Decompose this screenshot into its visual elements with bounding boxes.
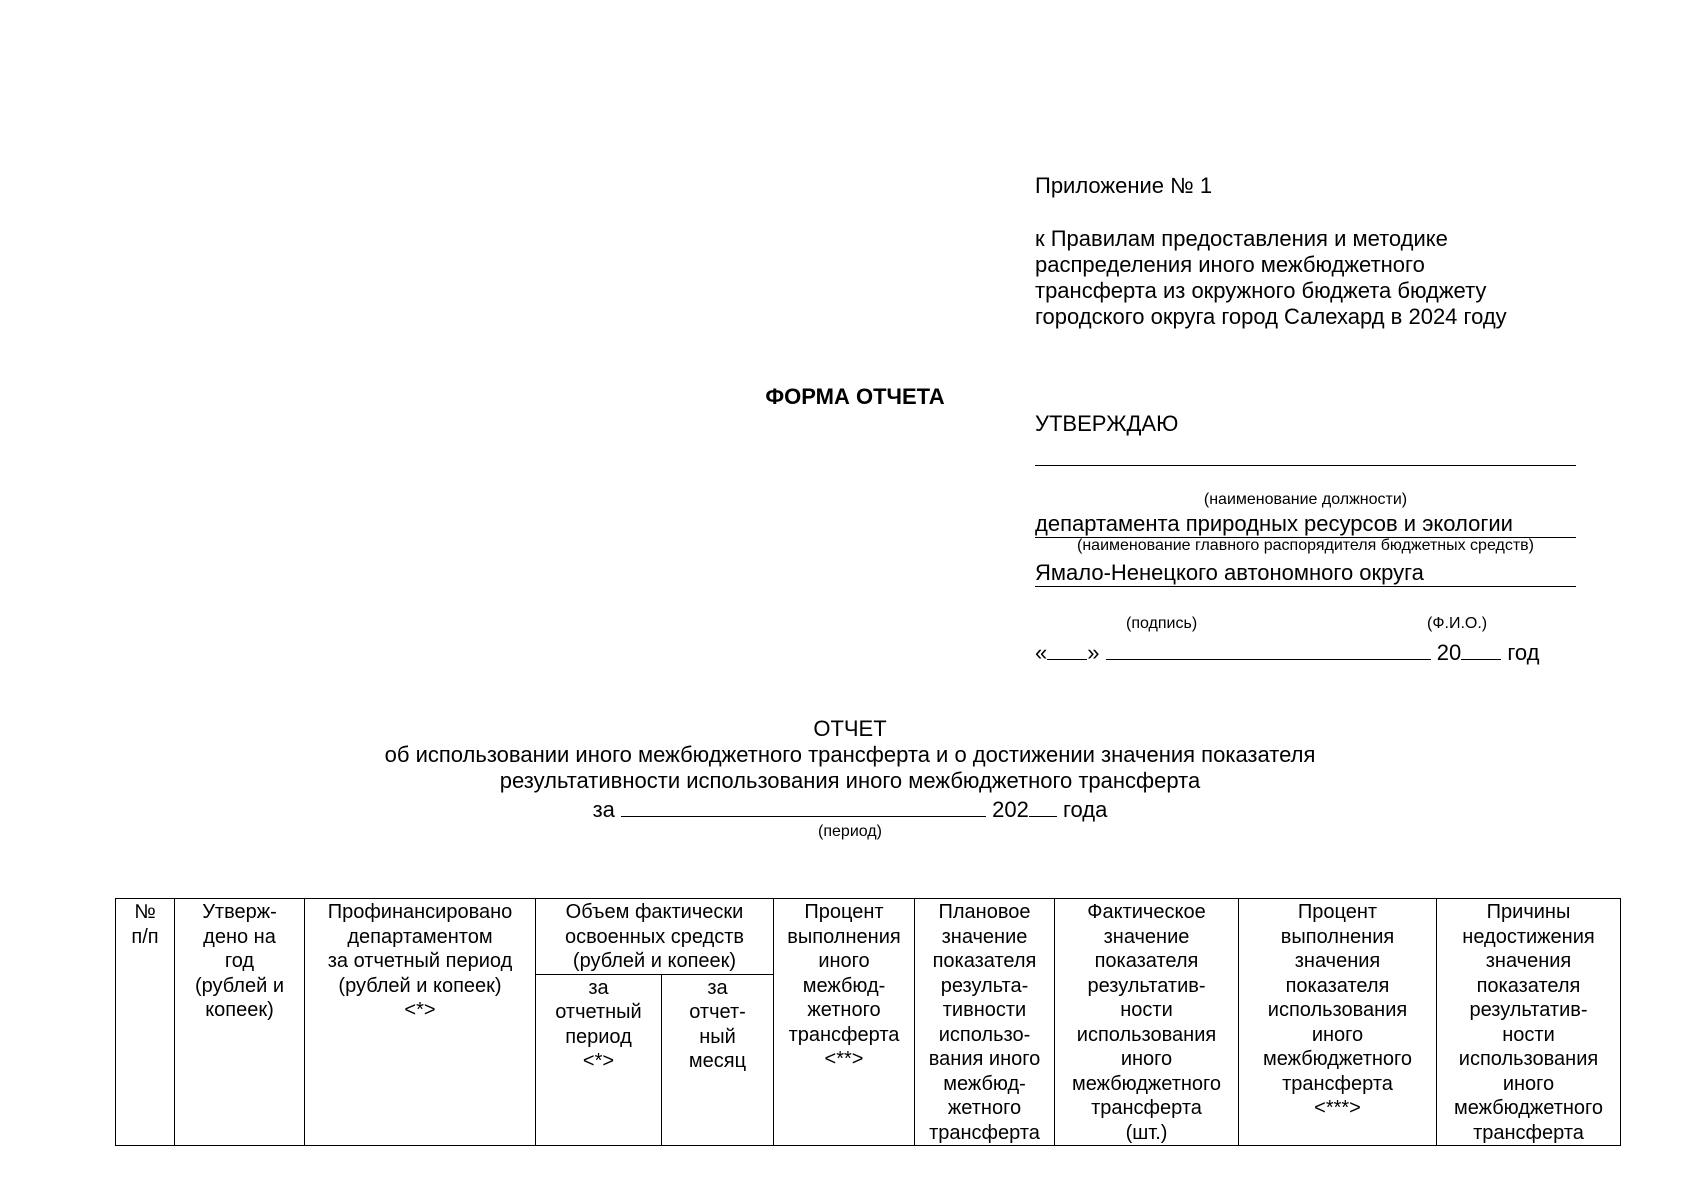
position-blank-line[interactable] xyxy=(1035,465,1576,466)
annex-line: городского округа город Салехард в 2024 году xyxy=(1035,304,1507,329)
approval-heading: УТВЕРЖДАЮ xyxy=(1035,411,1179,436)
period-prefix: за xyxy=(592,797,615,822)
distributor-caption: (наименование главного распорядителя бюджетных средств) xyxy=(1077,537,1534,554)
header-volume: Объем фактически освоенных средств (рублей и копеек) xyxy=(536,899,774,975)
period-caption: (период) xyxy=(818,823,882,840)
date-year-word: год xyxy=(1507,640,1540,665)
report-subtitle-line: об использовании иного межбюджетного трансферта и о достижении значения показателя xyxy=(384,742,1316,767)
period-year-prefix: 202 xyxy=(992,797,1029,822)
date-day-blank[interactable] xyxy=(1047,637,1087,660)
date-year-blank[interactable] xyxy=(1461,637,1501,660)
signature-blank-line[interactable] xyxy=(1035,586,1576,587)
period-blank[interactable] xyxy=(621,794,986,817)
header-volume-month: за отчет- ный месяц xyxy=(662,974,774,1145)
annex-line: трансферта из окружного бюджета бюджету xyxy=(1035,278,1487,303)
header-percent-value: Процент выполнения значения показателя использования иного межбюджетного трансферта <***> xyxy=(1239,899,1437,1146)
form-title: ФОРМА ОТЧЕТА xyxy=(765,384,945,409)
annex-title: Приложение № 1 xyxy=(1035,173,1213,198)
annex-line: распределения иного межбюджетного xyxy=(1035,252,1425,277)
region-line: Ямало-Ненецкого автономного округа xyxy=(1035,560,1576,587)
period-suffix: года xyxy=(1063,797,1108,822)
position-caption: (наименование должности) xyxy=(1203,491,1408,508)
date-month-blank[interactable] xyxy=(1106,637,1431,660)
report-title: ОТЧЕТ xyxy=(813,716,887,741)
date-open-quote: « xyxy=(1035,640,1048,665)
annex-line: к Правилам предоставления и методике xyxy=(1035,226,1448,251)
report-subtitle-line: результативности использования иного межбюджетного трансферта xyxy=(499,768,1201,793)
header-approved: Утверж- дено на год (рублей и копеек) xyxy=(175,899,305,1146)
date-close-quote: » xyxy=(1087,640,1100,665)
annex-reference xyxy=(1035,226,1595,330)
header-reasons: Причины недостижения значения показателя результатив- ности использования иного межбюджетного трансферта xyxy=(1437,899,1621,1146)
date-century: 20 xyxy=(1436,640,1462,665)
header-plan-value: Плановое значение показателя результа- тивности использо- вания иного межбюд- жетного трансферта xyxy=(915,899,1055,1146)
department-line: департамента природных ресурсов и экологии xyxy=(1035,511,1576,538)
report-table xyxy=(115,898,1621,1146)
header-actual-value: Фактическое значение показателя результатив- ности использования иного межбюджетного трансферта (шт.) xyxy=(1055,899,1239,1146)
header-financed: Профинансировано департаментом за отчетный период (рублей и копеек) <*> xyxy=(305,899,536,1146)
report-heading xyxy=(200,716,1500,823)
signature-caption: (подпись) xyxy=(1126,615,1198,632)
report-period-row xyxy=(200,794,1500,823)
approval-date-row xyxy=(1035,637,1595,666)
name-caption: (Ф.И.О.) xyxy=(1427,615,1488,632)
header-percent-transfer: Процент выполнения иного межбюд- жетного трансферта <**> xyxy=(774,899,915,1146)
header-num: № п/п xyxy=(116,899,175,1146)
header-volume-period: за отчетный период <*> xyxy=(536,974,662,1145)
period-year-blank[interactable] xyxy=(1029,794,1057,817)
